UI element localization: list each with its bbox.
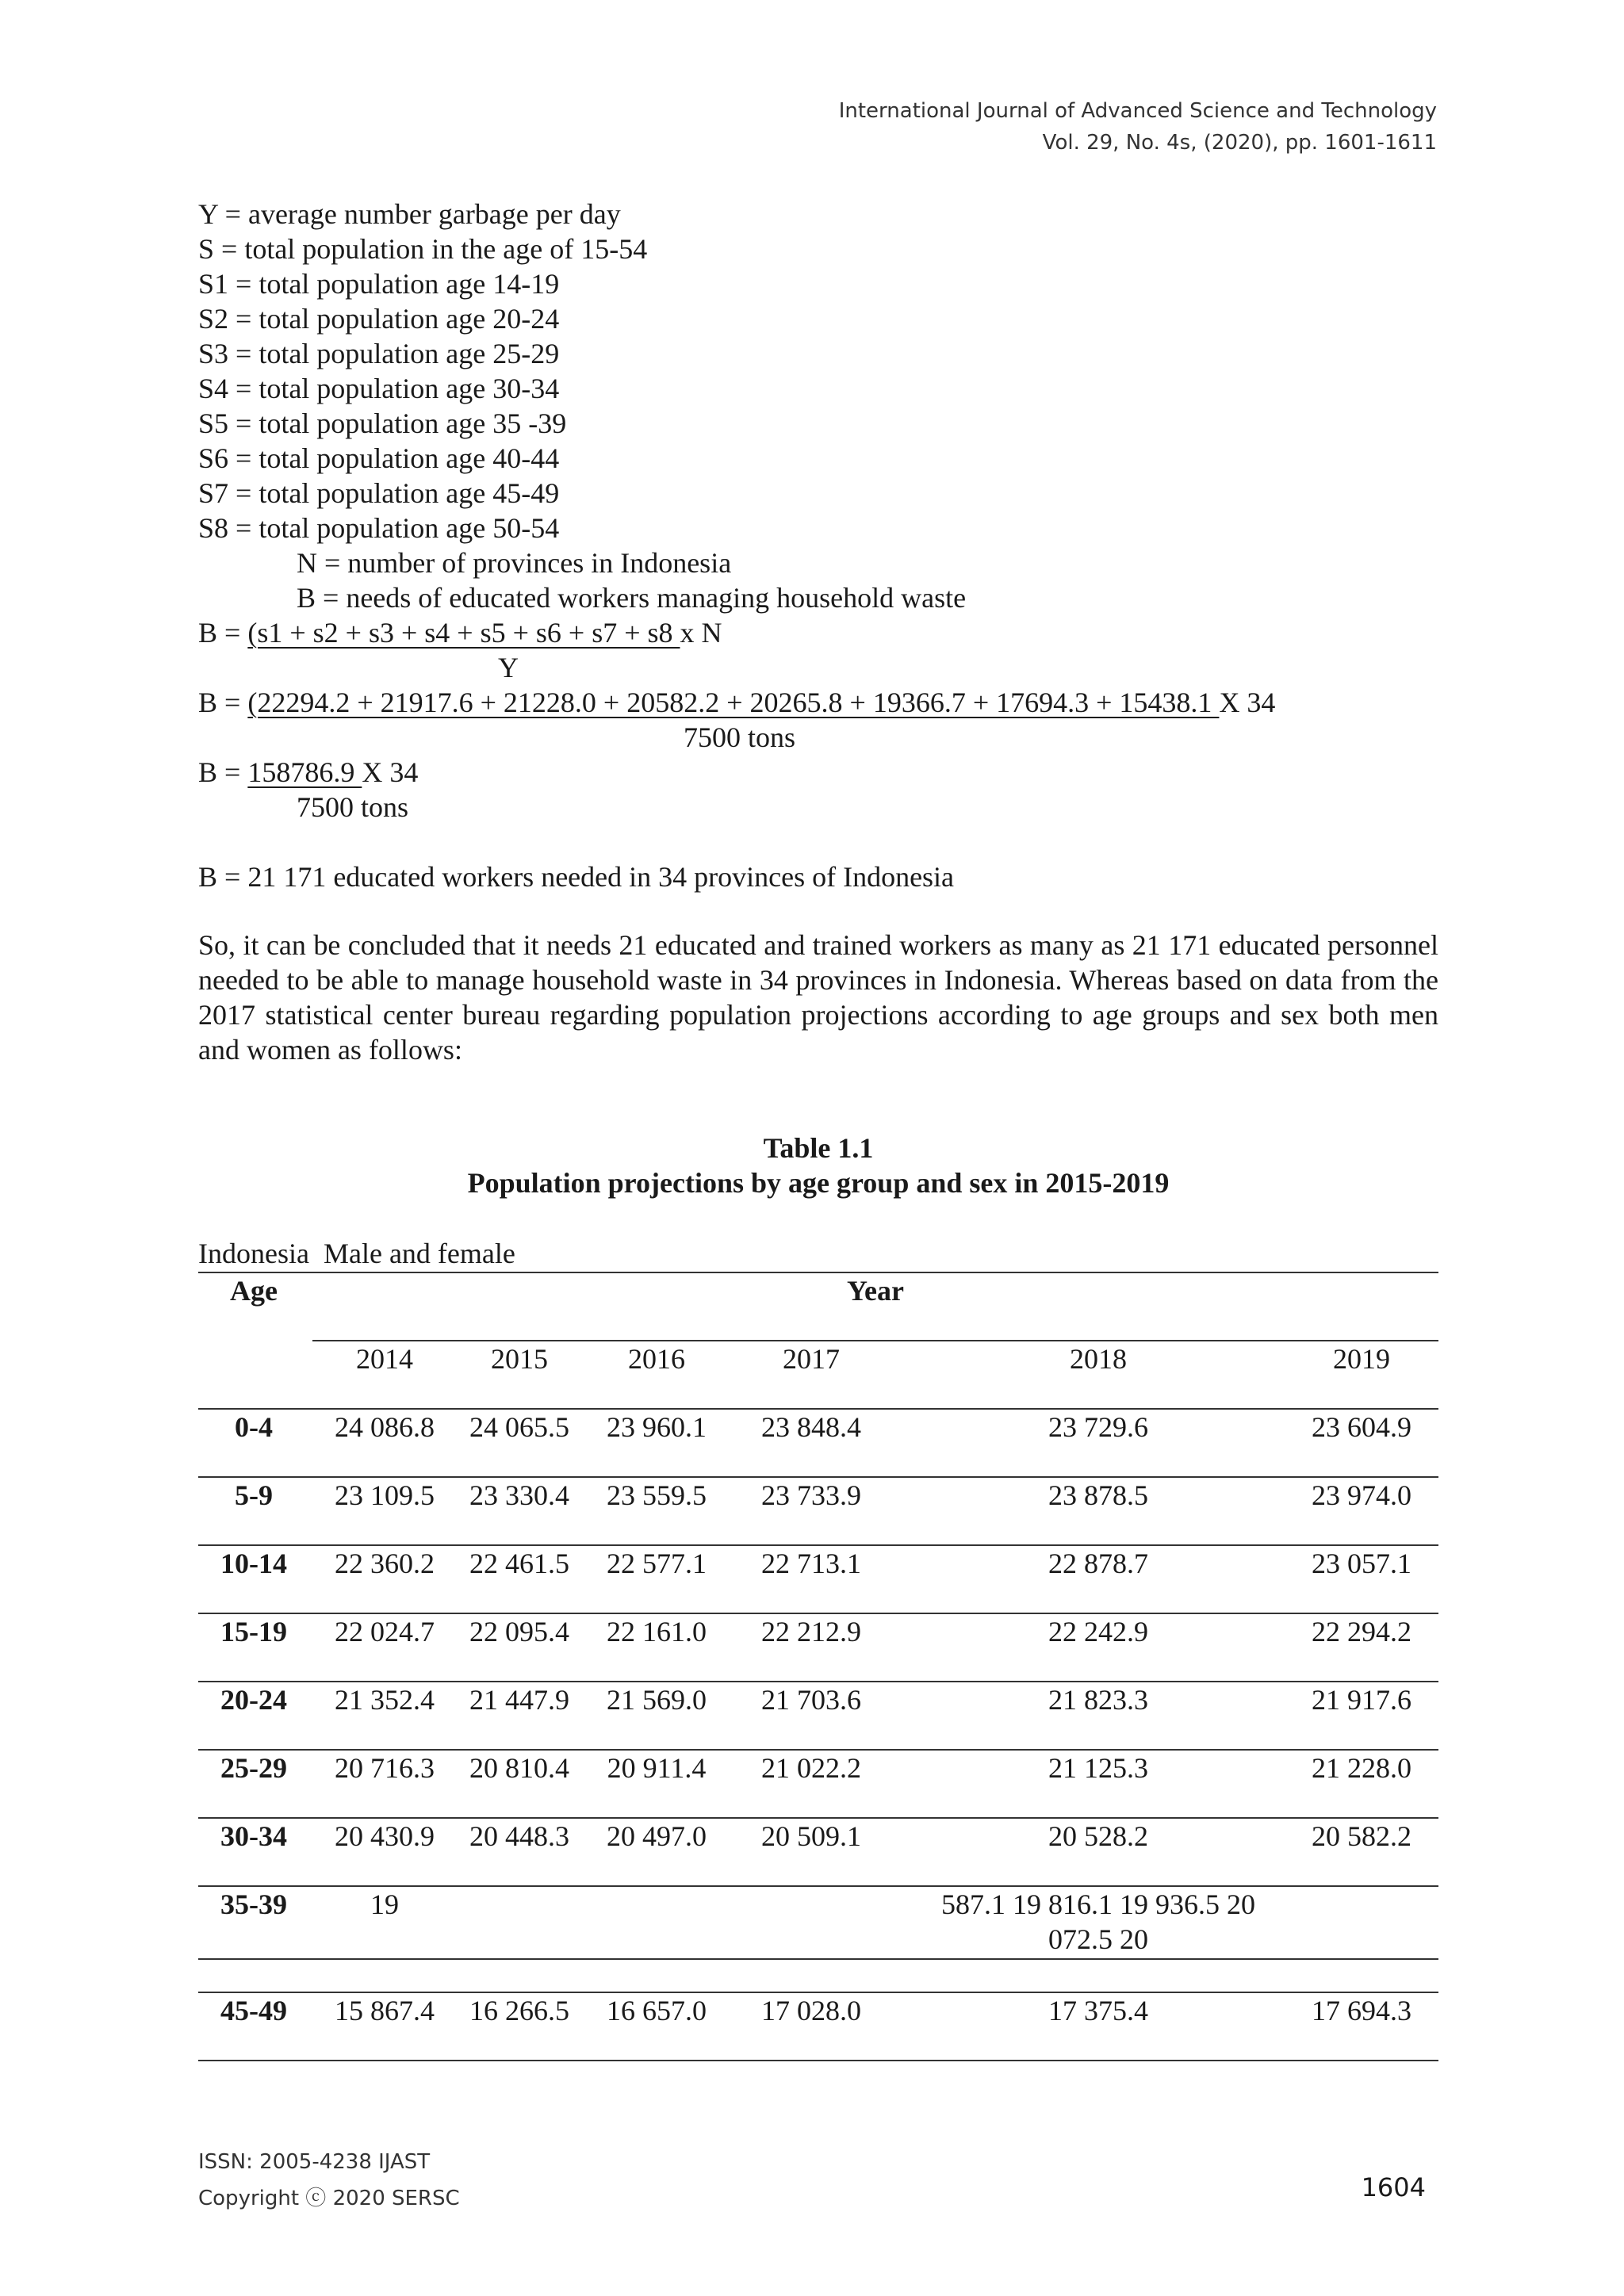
formula-numerator: 158786.9 <box>247 756 362 788</box>
table-cell: 16 266.5 <box>469 1995 569 2026</box>
year-header-cell: 2017 <box>783 1343 840 1375</box>
table-cell: 24 086.8 <box>335 1411 435 1443</box>
formula-values-denominator: 7500 tons <box>684 721 796 753</box>
table-cell: 21 703.6 <box>761 1684 861 1716</box>
table-cell: 23 848.4 <box>761 1411 861 1443</box>
table-cell: 21 823.3 <box>1048 1684 1148 1716</box>
age-column-header: Age <box>230 1275 278 1307</box>
definition-line: S1 = total population age 14-19 <box>198 268 560 300</box>
issn-text: ISSN: 2005-4238 IJAST <box>198 2150 431 2174</box>
table-cell: 21 352.4 <box>335 1684 435 1716</box>
year-header-cell: 2018 <box>1070 1343 1127 1375</box>
table-cell: 17 375.4 <box>1048 1995 1148 2026</box>
definition-line: S5 = total population age 35 -39 <box>198 408 567 439</box>
table-cell: 23 960.1 <box>607 1411 707 1443</box>
definition-line: S2 = total population age 20-24 <box>198 303 560 335</box>
table-cell: 21 228.0 <box>1312 1752 1411 1784</box>
table-region: Indonesia <box>198 1238 309 1269</box>
table-cell: 21 447.9 <box>469 1684 569 1716</box>
table-cell: 22 360.2 <box>335 1548 435 1579</box>
year-header-cell: 2015 <box>491 1343 548 1375</box>
table-cell: 20 509.1 <box>761 1820 861 1852</box>
formula-values-numerator: B = (22294.2 + 21917.6 + 21228.0 + 20582.2 + 20265.8 + 19366.7 + 17694.3 + 15438.1 X 34 <box>198 687 1276 718</box>
copyright-text: Copyright ⓒ 2020 SERSC <box>198 2187 460 2210</box>
conclusion-paragraph: So, it can be concluded that it needs 21 educated and trained workers as many as 21 171 educated personnel needed to be able to manage household waste in 34 provinces in Indonesia. Whereas based on data from the 2017 statistical center bureau regarding population projections according to age groups and sex both men and women as follows: <box>198 929 1438 1066</box>
table-cell: 19 <box>370 1888 399 1920</box>
year-header-cell: 2016 <box>628 1343 685 1375</box>
table-cell: 20 430.9 <box>335 1820 435 1852</box>
definition-line: S4 = total population age 30-34 <box>198 373 560 404</box>
definition-line: S6 = total population age 40-44 <box>198 442 560 474</box>
table-cell: 20 448.3 <box>469 1820 569 1852</box>
formula-general-denominator: Y <box>498 652 519 683</box>
year-header-cell: 2019 <box>1333 1343 1390 1375</box>
table-cell: 23 330.4 <box>469 1479 569 1511</box>
table-cell: 23 109.5 <box>335 1479 435 1511</box>
table-cell: 21 022.2 <box>761 1752 861 1784</box>
formula-sum-numerator: B = 158786.9 X 34 <box>198 756 419 788</box>
journal-name: International Journal of Advanced Science and Technology <box>838 99 1437 123</box>
age-group-label: 0-4 <box>235 1411 273 1443</box>
table-cell: 20 528.2 <box>1048 1820 1148 1852</box>
table-cell: 20 810.4 <box>469 1752 569 1784</box>
table-cell: 22 294.2 <box>1312 1616 1411 1647</box>
definition-line: S8 = total population age 50-54 <box>198 512 560 544</box>
formula-numerator: (s1 + s2 + s3 + s4 + s5 + s6 + s7 + s8 <box>247 617 680 649</box>
table-cell-merged: 587.1 19 816.1 19 936.5 20 <box>941 1888 1255 1920</box>
definition-line-indented: N = number of provinces in Indonesia <box>297 547 732 579</box>
age-group-label: 20-24 <box>220 1684 287 1716</box>
table-cell: 20 911.4 <box>607 1752 707 1784</box>
page-footer <box>198 2144 460 2217</box>
table-cell: 20 497.0 <box>607 1820 707 1852</box>
result-statement: B = 21 171 educated workers needed in 34 provinces of Indonesia <box>198 861 955 893</box>
table-cell: 21 917.6 <box>1312 1684 1411 1716</box>
table-cell: 21 569.0 <box>607 1684 707 1716</box>
table-cell: 23 729.6 <box>1048 1411 1148 1443</box>
formula-numerator: (22294.2 + 21917.6 + 21228.0 + 20582.2 + 20265.8 + 19366.7 + 17694.3 + 15438.1 <box>247 687 1220 718</box>
table-cell: 21 125.3 <box>1048 1752 1148 1784</box>
table-cell: 22 577.1 <box>607 1548 707 1579</box>
definition-line: S = total population in the age of 15-54 <box>198 233 648 265</box>
age-group-label: 25-29 <box>220 1752 287 1784</box>
table-cell: 22 878.7 <box>1048 1548 1148 1579</box>
age-group-label: 15-19 <box>220 1616 287 1647</box>
table-cell: 23 057.1 <box>1312 1548 1411 1579</box>
journal-volume: Vol. 29, No. 4s, (2020), pp. 1601-1611 <box>1042 131 1437 155</box>
table-number: Table 1.1 <box>763 1132 874 1164</box>
table-cell-merged: 072.5 20 <box>1048 1923 1148 1955</box>
definition-line: Y = average number garbage per day <box>198 198 621 230</box>
table-cell: 22 461.5 <box>469 1548 569 1579</box>
age-group-label: 5-9 <box>235 1479 273 1511</box>
table-rule <box>198 1958 1438 1960</box>
table-rule-bottom <box>198 2060 1438 2061</box>
year-column-header: Year <box>847 1275 904 1307</box>
table-cell: 17 028.0 <box>761 1995 861 2026</box>
year-header-cell: 2014 <box>356 1343 413 1375</box>
age-group-label: 45-49 <box>220 1995 287 2026</box>
table-cell: 20 582.2 <box>1312 1820 1411 1852</box>
definition-line: S3 = total population age 25-29 <box>198 338 560 369</box>
table-cell: 20 716.3 <box>335 1752 435 1784</box>
table-cell: 24 065.5 <box>469 1411 569 1443</box>
table-cell: 22 212.9 <box>761 1616 861 1647</box>
table-cell: 22 242.9 <box>1048 1616 1148 1647</box>
table-caption <box>198 1131 1438 1200</box>
age-group-label: 35-39 <box>220 1888 287 1920</box>
table-title: Population projections by age group and sex in 2015-2019 <box>467 1167 1170 1199</box>
table-cell: 16 657.0 <box>607 1995 707 2026</box>
table-cell: 22 713.1 <box>761 1548 861 1579</box>
table-cell: 23 604.9 <box>1312 1411 1411 1443</box>
running-header <box>839 95 1437 159</box>
table-scope-label <box>198 1237 515 1270</box>
definition-line: S7 = total population age 45-49 <box>198 477 560 509</box>
table-cell: 23 878.5 <box>1048 1479 1148 1511</box>
table-cell: 23 974.0 <box>1312 1479 1411 1511</box>
formula-sum-denominator: 7500 tons <box>297 791 409 823</box>
definition-line-indented: B = needs of educated workers managing household waste <box>297 582 967 614</box>
table-sex: Male and female <box>323 1238 515 1269</box>
table-cell: 23 559.5 <box>607 1479 707 1511</box>
age-group-label: 10-14 <box>220 1548 287 1579</box>
variable-definitions <box>198 197 1438 615</box>
page-number: 1604 <box>1361 2172 1426 2202</box>
age-group-label: 30-34 <box>220 1820 287 1852</box>
table-cell: 22 161.0 <box>607 1616 707 1647</box>
table-cell: 22 095.4 <box>469 1616 569 1647</box>
table-cell: 22 024.7 <box>335 1616 435 1647</box>
formula-general-numerator: B = (s1 + s2 + s3 + s4 + s5 + s6 + s7 + s8 x N <box>198 617 722 649</box>
table-cell: 15 867.4 <box>335 1995 435 2026</box>
table-cell: 23 733.9 <box>761 1479 861 1511</box>
table-cell: 17 694.3 <box>1312 1995 1411 2026</box>
